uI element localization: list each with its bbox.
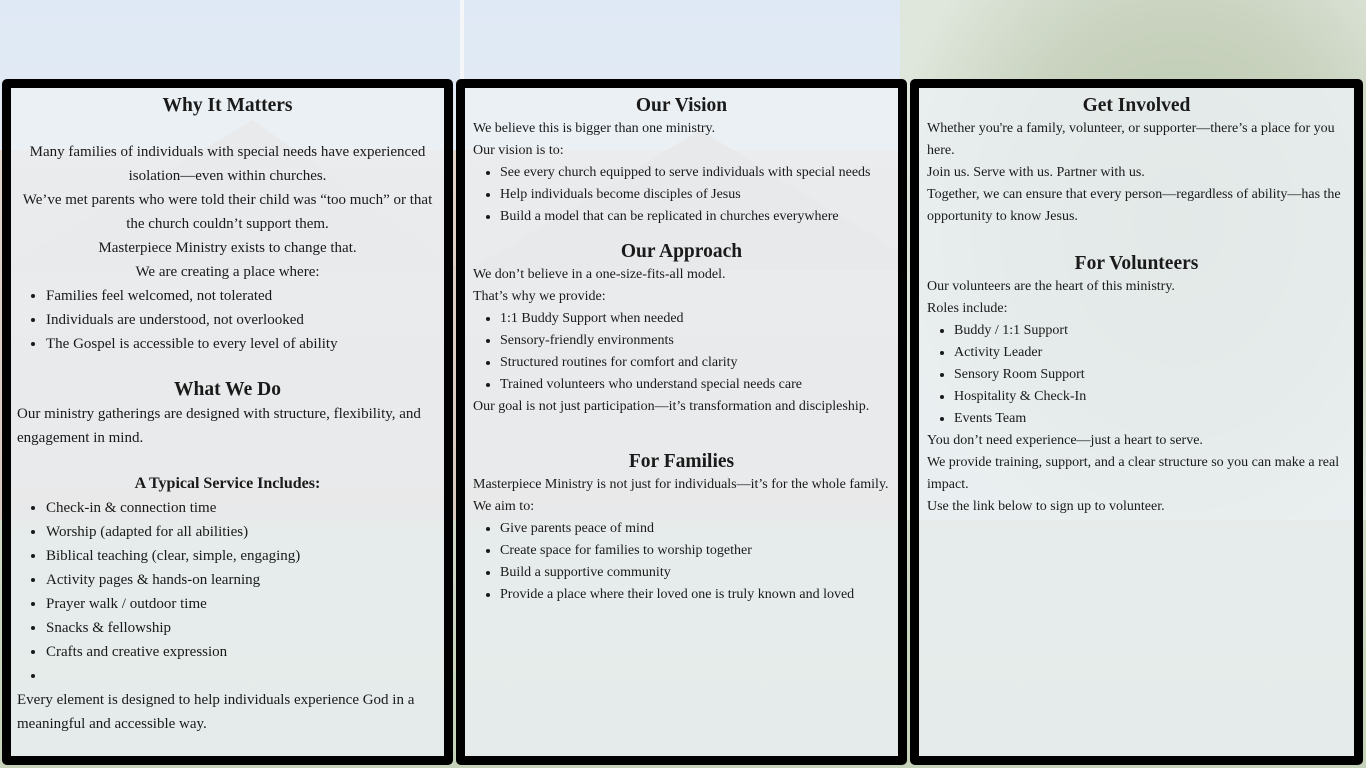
- approach-outro: Our goal is not just participation—it’s transformation and discipleship.: [473, 399, 870, 414]
- vision-line: Our vision is to:: [473, 143, 564, 158]
- involved-line: Together, we can ensure that every person—regardless of ability—has the opportunity to know Jesus.: [927, 187, 1341, 224]
- list-item: • Trained volunteers who understand special needs care: [500, 374, 890, 396]
- list-item: • Give parents peace of mind: [500, 518, 890, 540]
- list-item: • Sensory Room Support: [954, 364, 1346, 386]
- heading-what-we-do: What We Do: [174, 379, 281, 400]
- why-paragraph: Masterpiece Ministry exists to change that.: [98, 240, 357, 256]
- volunteers-line: Our volunteers are the heart of this ministry.: [927, 279, 1175, 294]
- vision-line: We believe this is bigger than one ministry.: [473, 121, 716, 136]
- involved-line: Whether you're a family, volunteer, or supporter—there’s a place for you here.: [927, 121, 1335, 158]
- involved-line: Join us. Serve with us. Partner with us.: [927, 165, 1145, 180]
- list-item: • Structured routines for comfort and clarity: [500, 352, 890, 374]
- heading-get-involved: Get Involved: [1082, 95, 1191, 116]
- heading-for-volunteers: For Volunteers: [1074, 253, 1199, 274]
- panel-why-it-matters: [2, 79, 453, 765]
- service-list: [17, 496, 438, 688]
- list-item: • Activity pages & hands-on learning: [46, 568, 438, 592]
- approach-list: [473, 308, 890, 396]
- heading-typical-service: A Typical Service Includes:: [134, 475, 321, 492]
- panel-vision: [456, 79, 907, 765]
- list-item: • See every church equipped to serve individuals with special needs: [500, 162, 890, 184]
- heading-our-approach: Our Approach: [620, 241, 743, 262]
- why-list: [17, 284, 438, 356]
- list-item: • Build a model that can be replicated in churches everywhere: [500, 206, 890, 228]
- heading-why-it-matters: Why It Matters: [162, 95, 293, 116]
- list-item: • Prayer walk / outdoor time: [46, 592, 438, 616]
- vision-list: [473, 162, 890, 228]
- approach-line: That’s why we provide:: [473, 289, 606, 304]
- list-item: • Worship (adapted for all abilities): [46, 520, 438, 544]
- list-item: • Biblical teaching (clear, simple, engaging): [46, 544, 438, 568]
- volunteers-signup-text: Use the link below to sign up to volunteer.: [927, 499, 1165, 514]
- families-line: We aim to:: [473, 499, 535, 514]
- list-item: • Create space for families to worship together: [500, 540, 890, 562]
- list-item: • Check-in & connection time: [46, 496, 438, 520]
- list-item-empty: [46, 664, 438, 688]
- why-paragraph: Many families of individuals with special needs have experienced isolation—even within churches.: [29, 144, 426, 184]
- list-item: • 1:1 Buddy Support when needed: [500, 308, 890, 330]
- what-we-do-outro: Every element is designed to help individuals experience God in a meaningful and accessible way.: [17, 692, 415, 732]
- list-item: • Hospitality & Check-In: [954, 386, 1346, 408]
- list-item: • Events Team: [954, 408, 1346, 430]
- list-item: • Crafts and creative expression: [46, 640, 438, 664]
- approach-line: We don’t believe in a one-size-fits-all model.: [473, 267, 726, 282]
- volunteer-roles-list: [927, 320, 1346, 430]
- why-paragraph: We’ve met parents who were told their child was “too much” or that the church couldn’t support them.: [22, 192, 433, 232]
- what-we-do-intro: Our ministry gatherings are designed with structure, flexibility, and engagement in mind.: [17, 406, 421, 446]
- list-item: • Families feel welcomed, not tolerated: [46, 284, 438, 308]
- list-item: • Provide a place where their loved one is truly known and loved: [500, 584, 890, 606]
- list-item: • Build a supportive community: [500, 562, 890, 584]
- heading-for-families: For Families: [628, 451, 735, 472]
- volunteers-outro: We provide training, support, and a clear structure so you can make a real impact.: [927, 455, 1340, 492]
- volunteers-outro: You don’t need experience—just a heart to serve.: [927, 433, 1203, 448]
- list-item: • Individuals are understood, not overlooked: [46, 308, 438, 332]
- families-list: [473, 518, 890, 606]
- list-item: • The Gospel is accessible to every level of ability: [46, 332, 438, 356]
- list-item: • Buddy / 1:1 Support: [954, 320, 1346, 342]
- list-item: • Help individuals become disciples of Jesus: [500, 184, 890, 206]
- list-item: • Sensory-friendly environments: [500, 330, 890, 352]
- why-paragraph: We are creating a place where:: [135, 264, 320, 280]
- list-item: • Activity Leader: [954, 342, 1346, 364]
- volunteers-line: Roles include:: [927, 301, 1008, 316]
- heading-our-vision: Our Vision: [635, 95, 728, 116]
- panel-get-involved: [910, 79, 1363, 765]
- list-item: • Snacks & fellowship: [46, 616, 438, 640]
- families-line: Masterpiece Ministry is not just for individuals—it’s for the whole family.: [473, 477, 889, 492]
